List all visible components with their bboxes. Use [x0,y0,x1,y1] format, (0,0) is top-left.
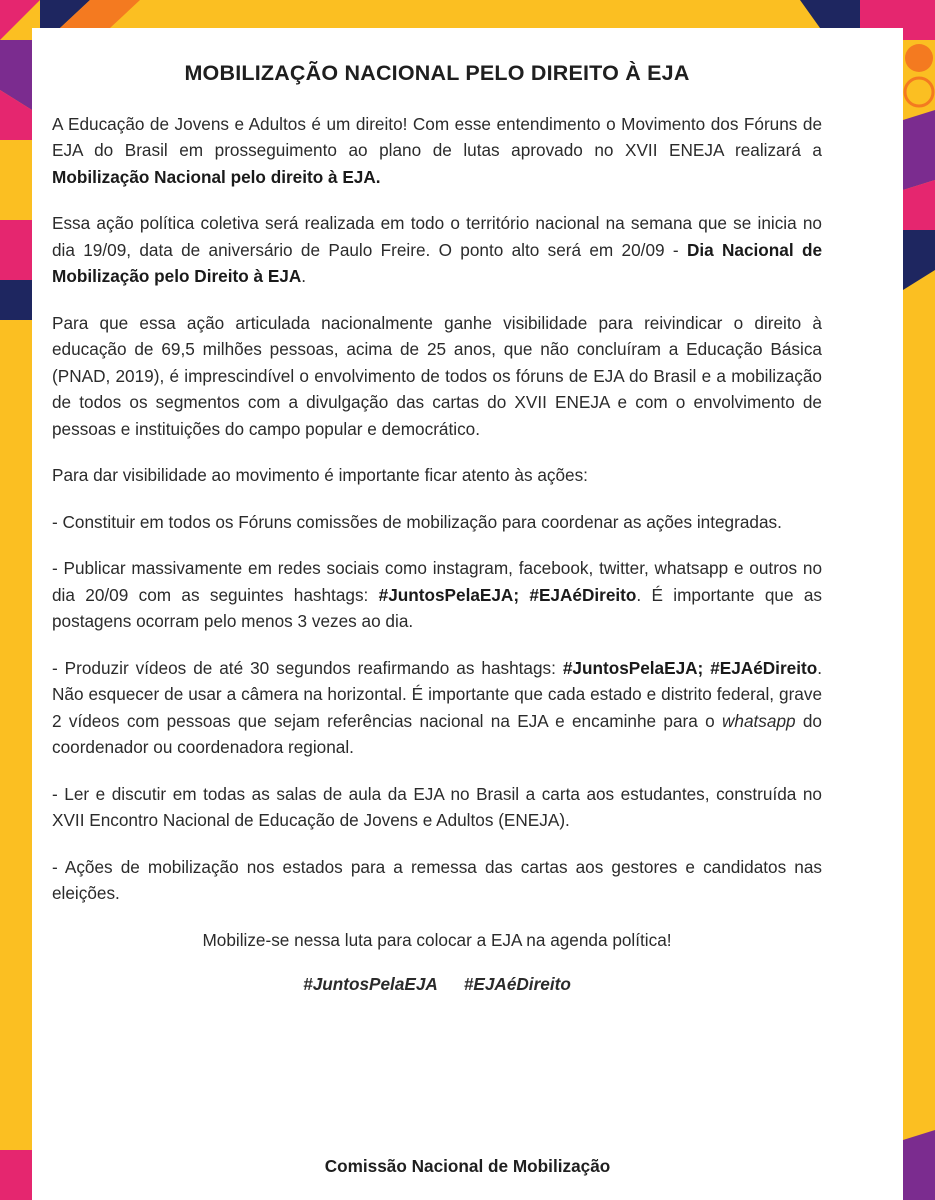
paragraph-actions-intro: Para dar visibilidade ao movimento é importante ficar atento às ações: [52,465,588,485]
deco-shape [905,78,933,106]
signature: Comissão Nacional de Mobilização [324,1156,611,1176]
deco-shape [0,220,32,280]
deco-shape [0,280,32,320]
paragraph-context: Para que essa ação articulada nacionalmente ganhe visibilidade para reivindicar o direito à educação de 69,5 milhões pessoas, acima de 25 anos, que não concluíram a Educação Básica (PNAD, 2019), é imprescindível o envolvimento de todos os fóruns de EJA do Brasil e a mobilização de todos os segmentos com a divulgação das cartas do XVII ENEJA e com o envolvimento de pessoas e instituições do campo popular e democrático. [52,312,822,439]
paragraph-date: Essa ação política coletiva será realizada em todo o território nacional na semana que se inicia no dia 19/09, data de aniversário de Paulo Freire. O ponto alto será em 20/09 - Dia Nacional de Mobilização pelo Direito à EJA. [52,213,823,286]
hashtag: #JuntosPelaEJA [303,974,438,994]
action-item-videos: - Produzir vídeos de até 30 segundos reafirmando as hashtags: #JuntosPelaEJA; #EJAéDireito. Não esquecer de usar a câmera na horizontal. É importante que cada estado e distrito federal, grave 2 vídeos com pessoas que sejam referências nacional na EJA e encaminhe para o whatsapp do coordenador ou coordenadora regional. [52,657,822,757]
document-body [52,60,822,998]
action-item-commissions: - Constituir em todos os Fóruns comissões de mobilização para coordenar as ações integradas. [52,511,782,532]
hashtag: #EJAéDireito [463,974,571,994]
deco-shape [905,44,933,72]
paragraph-intro: A Educação de Jovens e Adultos é um direito! Com esse entendimento o Movimento dos Fóruns de EJA do Brasil em prosseguimento ao plano de lutas aprovado no XVII ENEJA realizará a Mobilização Nacional pelo direito à EJA. [52,113,822,187]
action-item-social-media: - Publicar massivamente em redes sociais como instagram, facebook, twitter, whatsapp e outros no dia 20/09 com as seguintes hashtags: #JuntosPelaEJA; #EJAéDireito. É importante que as postagens ocorram pelo menos 3 vezes ao dia. [52,558,822,631]
hashtags [52,971,822,998]
action-item-letters-managers: - Ações de mobilização nos estados para a remessa das cartas aos gestores e candidatos nas eleições. [52,856,822,903]
deco-shape [903,110,935,190]
deco-shape [903,230,935,290]
action-item-letters-classroom: - Ler e discutir em todas as salas de aula da EJA no Brasil a carta aos estudantes, construída no XVII Encontro Nacional de Educação de Jovens e Adultos (ENEJA). [52,783,822,830]
deco-shape [0,1150,32,1200]
deco-shape [903,1130,935,1200]
deco-shape [800,0,860,28]
closing-call: Mobilize-se nessa luta para colocar a EJA na agenda política! [202,929,672,950]
document-title: MOBILIZAÇÃO NACIONAL PELO DIREITO À EJA [184,61,690,85]
